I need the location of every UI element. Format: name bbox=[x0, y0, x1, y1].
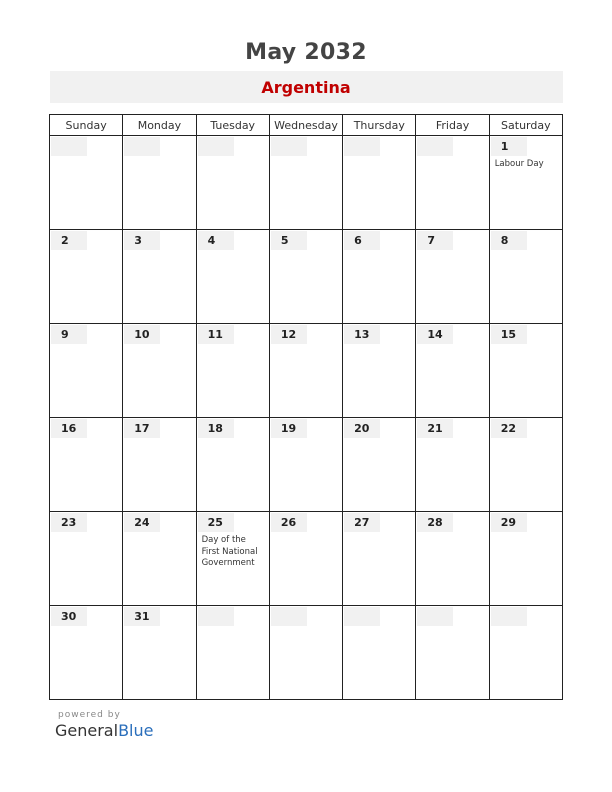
day-cell bbox=[123, 324, 196, 418]
day-number-box bbox=[124, 231, 160, 250]
day-number: 1 bbox=[500, 140, 509, 153]
day-number: 24 bbox=[134, 516, 150, 529]
weekday-header-row bbox=[50, 115, 563, 136]
day-number: 23 bbox=[61, 516, 77, 529]
day-number: 3 bbox=[134, 234, 142, 247]
week-row bbox=[50, 512, 563, 606]
day-number: 13 bbox=[354, 328, 370, 341]
day-cell bbox=[343, 606, 416, 700]
day-number: 7 bbox=[427, 234, 436, 247]
day-number-box bbox=[271, 607, 307, 626]
week-row bbox=[50, 418, 563, 512]
day-number: 5 bbox=[280, 234, 289, 247]
country-name: Argentina bbox=[261, 78, 351, 97]
day-number: 26 bbox=[280, 516, 297, 529]
day-number-box bbox=[417, 607, 453, 626]
day-cell bbox=[123, 418, 196, 512]
day-cell bbox=[269, 324, 342, 418]
day-number: 27 bbox=[354, 516, 370, 529]
day-cell bbox=[123, 512, 196, 606]
day-cell bbox=[50, 136, 123, 230]
day-cell bbox=[343, 512, 416, 606]
day-cell bbox=[343, 324, 416, 418]
day-cell bbox=[489, 136, 562, 230]
day-number: 19 bbox=[280, 422, 297, 435]
day-cell bbox=[196, 230, 269, 324]
weekday-saturday: Saturday bbox=[489, 115, 562, 136]
day-number: 10 bbox=[134, 328, 150, 341]
day-cell bbox=[50, 418, 123, 512]
weekday-tuesday: Tuesday bbox=[196, 115, 269, 136]
day-number: 2 bbox=[61, 234, 69, 247]
weekday-wednesday: Wednesday bbox=[269, 115, 342, 136]
day-cell bbox=[196, 136, 269, 230]
day-cell bbox=[196, 512, 269, 606]
day-cell bbox=[196, 418, 269, 512]
day-number-box bbox=[417, 231, 453, 250]
day-cell bbox=[269, 606, 342, 700]
weekday-friday: Friday bbox=[416, 115, 489, 136]
day-cell bbox=[196, 324, 269, 418]
day-number: 6 bbox=[354, 234, 362, 247]
day-number-box bbox=[344, 137, 380, 156]
day-number: 9 bbox=[61, 328, 69, 341]
day-number: 15 bbox=[500, 328, 516, 341]
day-cell bbox=[196, 606, 269, 700]
day-number-box bbox=[124, 137, 160, 156]
month-title: May 2032 bbox=[245, 40, 367, 65]
day-number-box bbox=[271, 137, 307, 156]
day-number: 18 bbox=[207, 422, 223, 435]
day-number-box bbox=[271, 231, 307, 250]
day-cell bbox=[416, 230, 489, 324]
day-cell bbox=[123, 136, 196, 230]
day-cell bbox=[50, 230, 123, 324]
day-number-box bbox=[417, 137, 453, 156]
day-number-box bbox=[198, 137, 234, 156]
day-cell bbox=[416, 136, 489, 230]
day-cell bbox=[50, 324, 123, 418]
generalblue-logo[interactable] bbox=[55, 721, 153, 740]
day-number-box bbox=[491, 137, 527, 156]
day-number: 11 bbox=[207, 328, 223, 341]
day-cell bbox=[489, 230, 562, 324]
day-number: 29 bbox=[500, 516, 516, 529]
day-cell bbox=[343, 230, 416, 324]
day-cell bbox=[269, 512, 342, 606]
day-number: 8 bbox=[500, 234, 509, 247]
day-cell bbox=[50, 606, 123, 700]
day-cell bbox=[489, 324, 562, 418]
day-number-box bbox=[491, 231, 527, 250]
calendar-grid bbox=[49, 114, 563, 700]
day-cell bbox=[269, 418, 342, 512]
day-cell bbox=[489, 606, 562, 700]
day-number: 4 bbox=[207, 234, 216, 247]
day-number: 17 bbox=[134, 422, 150, 435]
week-row bbox=[50, 324, 563, 418]
day-number-box bbox=[198, 231, 234, 250]
day-number: 20 bbox=[354, 422, 370, 435]
day-cell bbox=[123, 230, 196, 324]
holiday-label: Labour Day bbox=[494, 159, 544, 169]
day-cell bbox=[416, 512, 489, 606]
day-cell bbox=[50, 512, 123, 606]
weekday-monday: Monday bbox=[123, 115, 196, 136]
weekday-sunday: Sunday bbox=[50, 115, 123, 136]
day-number-box bbox=[51, 137, 87, 156]
day-cell bbox=[123, 606, 196, 700]
day-cell bbox=[269, 136, 342, 230]
day-number: 14 bbox=[427, 328, 443, 341]
day-number: 28 bbox=[427, 516, 443, 529]
day-cell bbox=[489, 418, 562, 512]
brand-part-blue: Blue bbox=[118, 721, 154, 740]
day-cell bbox=[343, 136, 416, 230]
week-row bbox=[50, 606, 563, 700]
day-number-box bbox=[51, 325, 87, 344]
day-cell bbox=[343, 418, 416, 512]
day-cell bbox=[269, 230, 342, 324]
day-cell bbox=[416, 324, 489, 418]
day-cell bbox=[489, 512, 562, 606]
day-number: 12 bbox=[280, 328, 297, 341]
holiday-label: Day of the First National Government bbox=[201, 535, 258, 568]
week-row bbox=[50, 136, 563, 230]
day-cell bbox=[416, 606, 489, 700]
day-number: 16 bbox=[61, 422, 77, 435]
day-number-box bbox=[198, 607, 234, 626]
day-number: 21 bbox=[427, 422, 443, 435]
day-number-box bbox=[491, 607, 527, 626]
day-number: 22 bbox=[500, 422, 516, 435]
day-number-box bbox=[51, 231, 87, 250]
week-row bbox=[50, 230, 563, 324]
brand-part-general: General bbox=[55, 721, 119, 740]
day-number: 30 bbox=[61, 610, 77, 623]
day-number: 25 bbox=[207, 516, 223, 529]
day-cell bbox=[416, 418, 489, 512]
day-number-box bbox=[344, 607, 380, 626]
weekday-thursday: Thursday bbox=[343, 115, 416, 136]
powered-by-text: powered by bbox=[58, 710, 121, 720]
day-number: 31 bbox=[134, 610, 150, 623]
day-number-box bbox=[344, 231, 380, 250]
